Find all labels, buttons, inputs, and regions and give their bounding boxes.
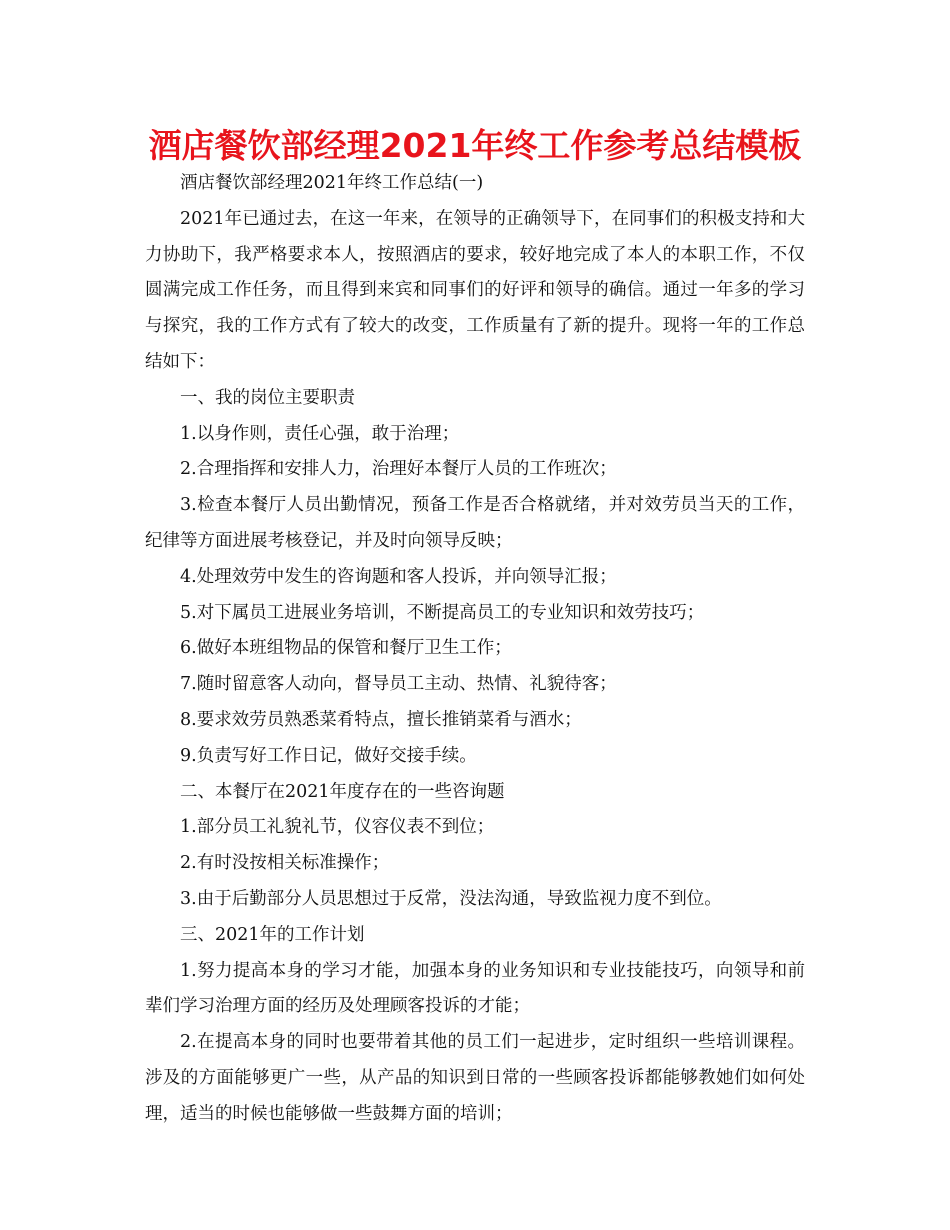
- subtitle-paragraph: 酒店餐饮部经理2021年终工作总结(一): [180, 173, 484, 193]
- duty-item: 6.做好本班组物品的保管和餐厅卫生工作；: [180, 638, 512, 659]
- duty-item: 3.检查本餐厅人员出勤情况，预备工作是否合格就绪，并对效劳员当天的工作，纪律等方面进展考核登记，并及时向领导反映；: [145, 495, 805, 551]
- duty-item: 4.处理效劳中发生的咨询题和客人投诉，并向领导汇报；: [180, 566, 617, 587]
- duty-item: 5.对下属员工进展业务培训，不断提高员工的专业知识和效劳技巧；: [180, 602, 705, 623]
- issue-item: 1.部分员工礼貌礼节，仪容仪表不到位；: [180, 817, 495, 838]
- section-heading-duties: 一、我的岗位主要职责: [180, 387, 355, 408]
- issue-item: 2.有时没按相关标准操作；: [180, 853, 390, 874]
- duty-item: 1.以身作则，责任心强，敢于治理；: [180, 423, 460, 444]
- duty-item: 2.合理指挥和安排人力，治理好本餐厅人员的工作班次；: [180, 459, 617, 480]
- duty-item: 9.负责写好工作日记，做好交接手续。: [180, 745, 477, 766]
- plan-item: 1.努力提高本身的学习才能，加强本身的业务知识和专业技能技巧，向领导和前辈们学习治理方面的经历及处理顾客投诉的才能；: [145, 960, 805, 1017]
- document-body: [145, 166, 805, 1133]
- duty-item: 8.要求效劳员熟悉菜肴特点，擅长推销菜肴与酒水；: [180, 709, 582, 730]
- issue-item: 3.由于后勤部分人员思想过于反常，没法沟通，导致监视力度不到位。: [180, 888, 722, 909]
- intro-paragraph: 2021年已通过去，在这一年来，在领导的正确领导下，在同事们的积极支持和大力协助下，我严格要求本人，按照酒店的要求，较好地完成了本人的本职工作，不仅圆满完成工作任务，而且得到来宾和同事们的好评和领导的确信。通过一年多的学习与探究，我的工作方式有了较大的改变，工作质量有了新的提升。现将一年的工作总结如下：: [145, 208, 805, 372]
- section-heading-issues: 二、本餐厅在2021年度存在的一些咨询题: [180, 781, 505, 802]
- duty-item: 7.随时留意客人动向，督导员工主动、热情、礼貌待客；: [180, 674, 617, 695]
- section-heading-plan: 三、2021年的工作计划: [180, 924, 365, 945]
- plan-item: 2.在提高本身的同时也要带着其他的员工们一起进步，定时组织一些培训课程。涉及的方面能够更广一些，从产品的知识到日常的一些顾客投诉都能够教她们如何处理，适当的时候也能够做一些鼓舞方面的培训；: [145, 1032, 805, 1124]
- document-title: 酒店餐饮部经理2021年终工作参考总结模板: [148, 126, 802, 165]
